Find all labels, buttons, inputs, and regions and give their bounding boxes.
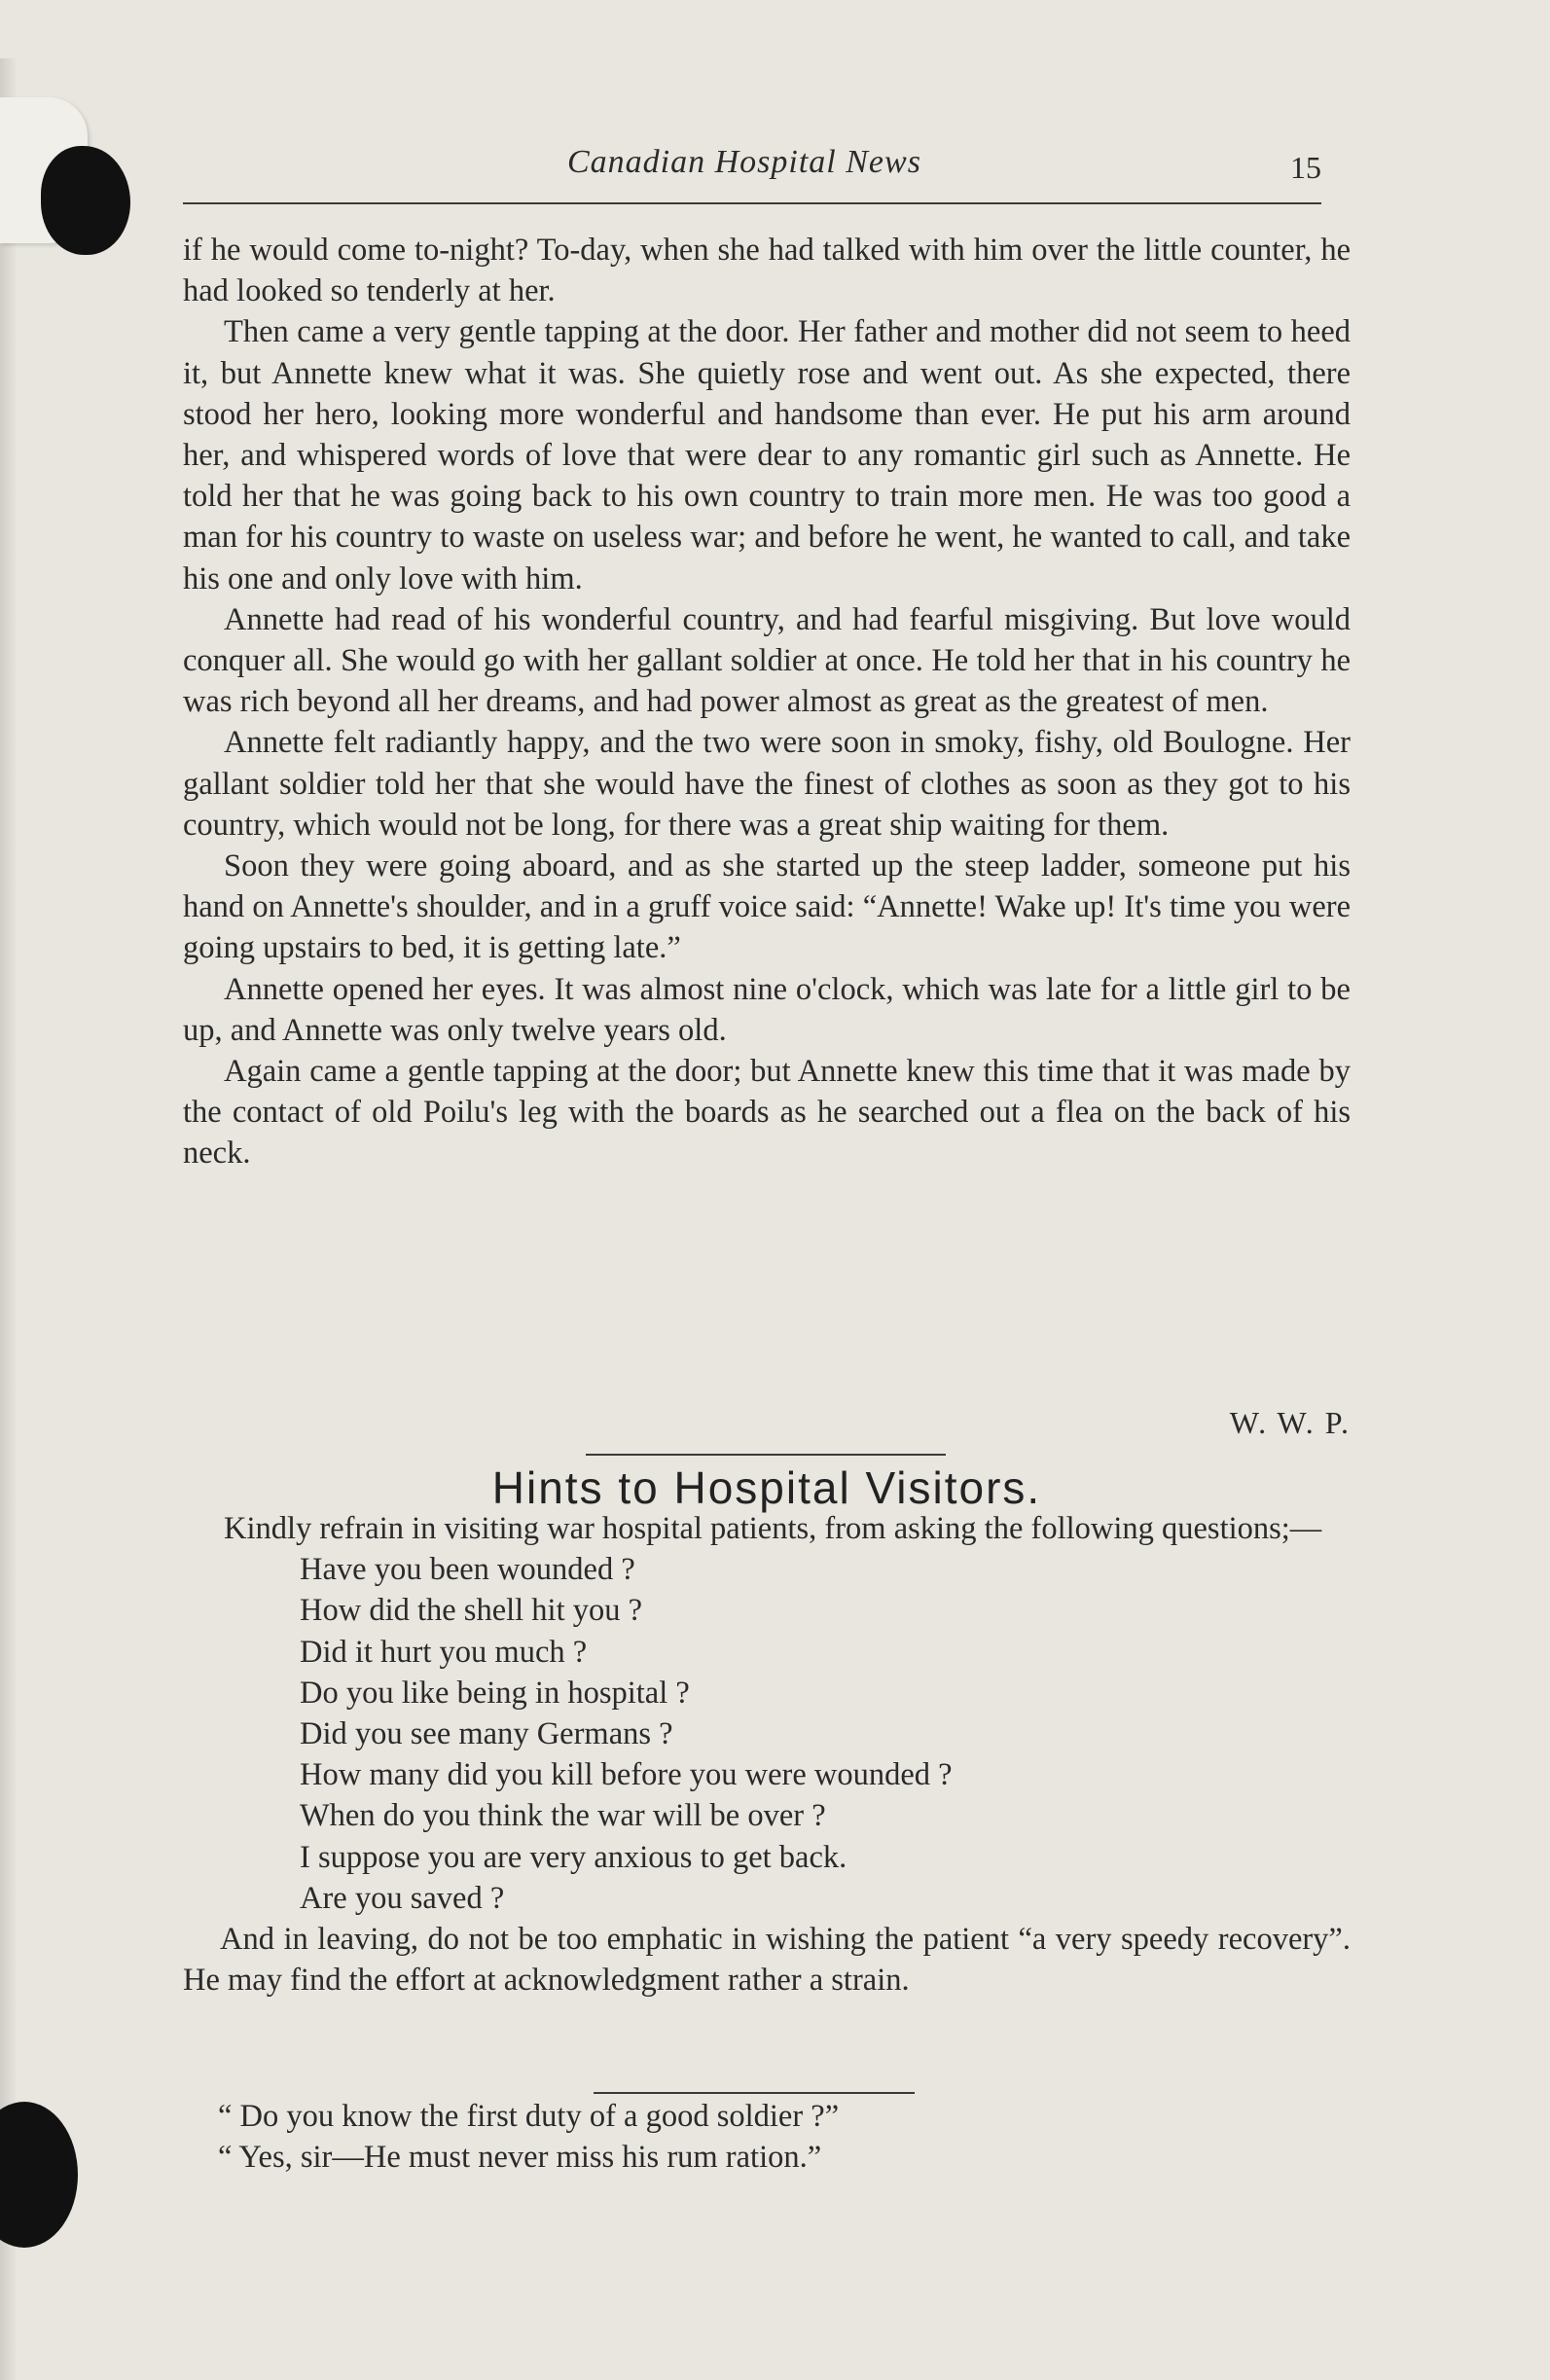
question-list xyxy=(183,1549,1351,1919)
question-item: How did the shell hit you ? xyxy=(300,1593,643,1629)
running-header xyxy=(183,144,1351,198)
story-paragraph: Annette felt radiantly happy, and the two were soon in smoky, fishy, old Boulogne. Her gallant soldier told her that she would have the finest of clothes as soon as they got to his country, which would not be long, for there was a great ship waiting for them. xyxy=(183,725,1351,843)
page-number: 15 xyxy=(1290,150,1321,185)
joke-question: “ Do you know the first duty of a good soldier ?” xyxy=(218,2099,840,2134)
story-paragraph: Again came a gentle tapping at the door; but Annette knew this time that it was made by the contact of old Poilu's leg with the boards as he searched out a flea on the back of his neck. xyxy=(183,1054,1351,1172)
question-item: I suppose you are very anxious to get back. xyxy=(300,1839,847,1875)
story-paragraph: Annette had read of his wonderful country, and had fearful misgiving. But love would conquer all. She would go with her gallant soldier at once. He told her that in his country he was rich beyond all her dreams, and had power almost as great as the greatest of men. xyxy=(183,601,1351,720)
joke-answer: “ Yes, sir—He must never miss his rum ration.” xyxy=(218,2140,822,2176)
question-item: Are you saved ? xyxy=(300,1880,505,1916)
question-item: How many did you kill before you were wounded ? xyxy=(300,1757,953,1793)
binding-hole-bottom xyxy=(0,2102,78,2248)
story-paragraph: Soon they were going aboard, and as she started up the steep ladder, someone put his hand on Annette's shoulder, and in a gruff voice said: “Annette! Wake up! It's time you were going upstairs to bed, it is getting late.” xyxy=(183,848,1351,966)
story-paragraph: Then came a very gentle tapping at the door. Her father and mother did not seem to heed it, but Annette knew what it was. She quietly rose and went out. As she expected, there stood her hero, looking more wonderful and handsome than ever. He put his arm around her, and whispered words of love that were dear to any romantic girl such as Annette. He told her that he was going back to his own country to train more men. He was too good a man for his country to waste on useless war; and before he went, he wanted to call, and take his one and only love with him. xyxy=(183,314,1351,596)
question-item: When do you think the war will be over ? xyxy=(300,1798,826,1834)
binding-hole-top xyxy=(41,146,130,255)
section-title: Hints to Hospital Visitors. xyxy=(491,1462,1042,1513)
question-item: Do you like being in hospital ? xyxy=(300,1675,690,1711)
author-signature: W. W. P. xyxy=(1229,1405,1351,1440)
question-item: Did you see many Germans ? xyxy=(300,1716,673,1752)
page-left-edge xyxy=(0,58,18,2380)
question-item: Have you been wounded ? xyxy=(300,1552,635,1588)
hints-text xyxy=(183,1508,1351,2001)
story-paragraph: if he would come to-night? To-day, when she had talked with him over the little counter, he had looked so tenderly at her. xyxy=(183,233,1351,309)
header-rule xyxy=(183,202,1321,204)
hints-intro: Kindly refrain in visiting war hospital patients, from asking the following questions;— xyxy=(224,1511,1322,1546)
story-paragraph: Annette opened her eyes. It was almost nine o'clock, which was late for a little girl to be up, and Annette was only twelve years old. xyxy=(183,971,1351,1048)
hints-closing: And in leaving, do not be too emphatic in wishing the patient “a very speedy recovery”. He may find the effort at acknowledgment rather a strain. xyxy=(183,1922,1351,1999)
story-text xyxy=(183,230,1351,1174)
question-item: Did it hurt you much ? xyxy=(300,1634,588,1670)
publication-title: Canadian Hospital News xyxy=(567,144,921,180)
joke-divider xyxy=(594,2092,915,2094)
section-divider xyxy=(586,1454,946,1456)
joke-text xyxy=(183,2096,1351,2178)
